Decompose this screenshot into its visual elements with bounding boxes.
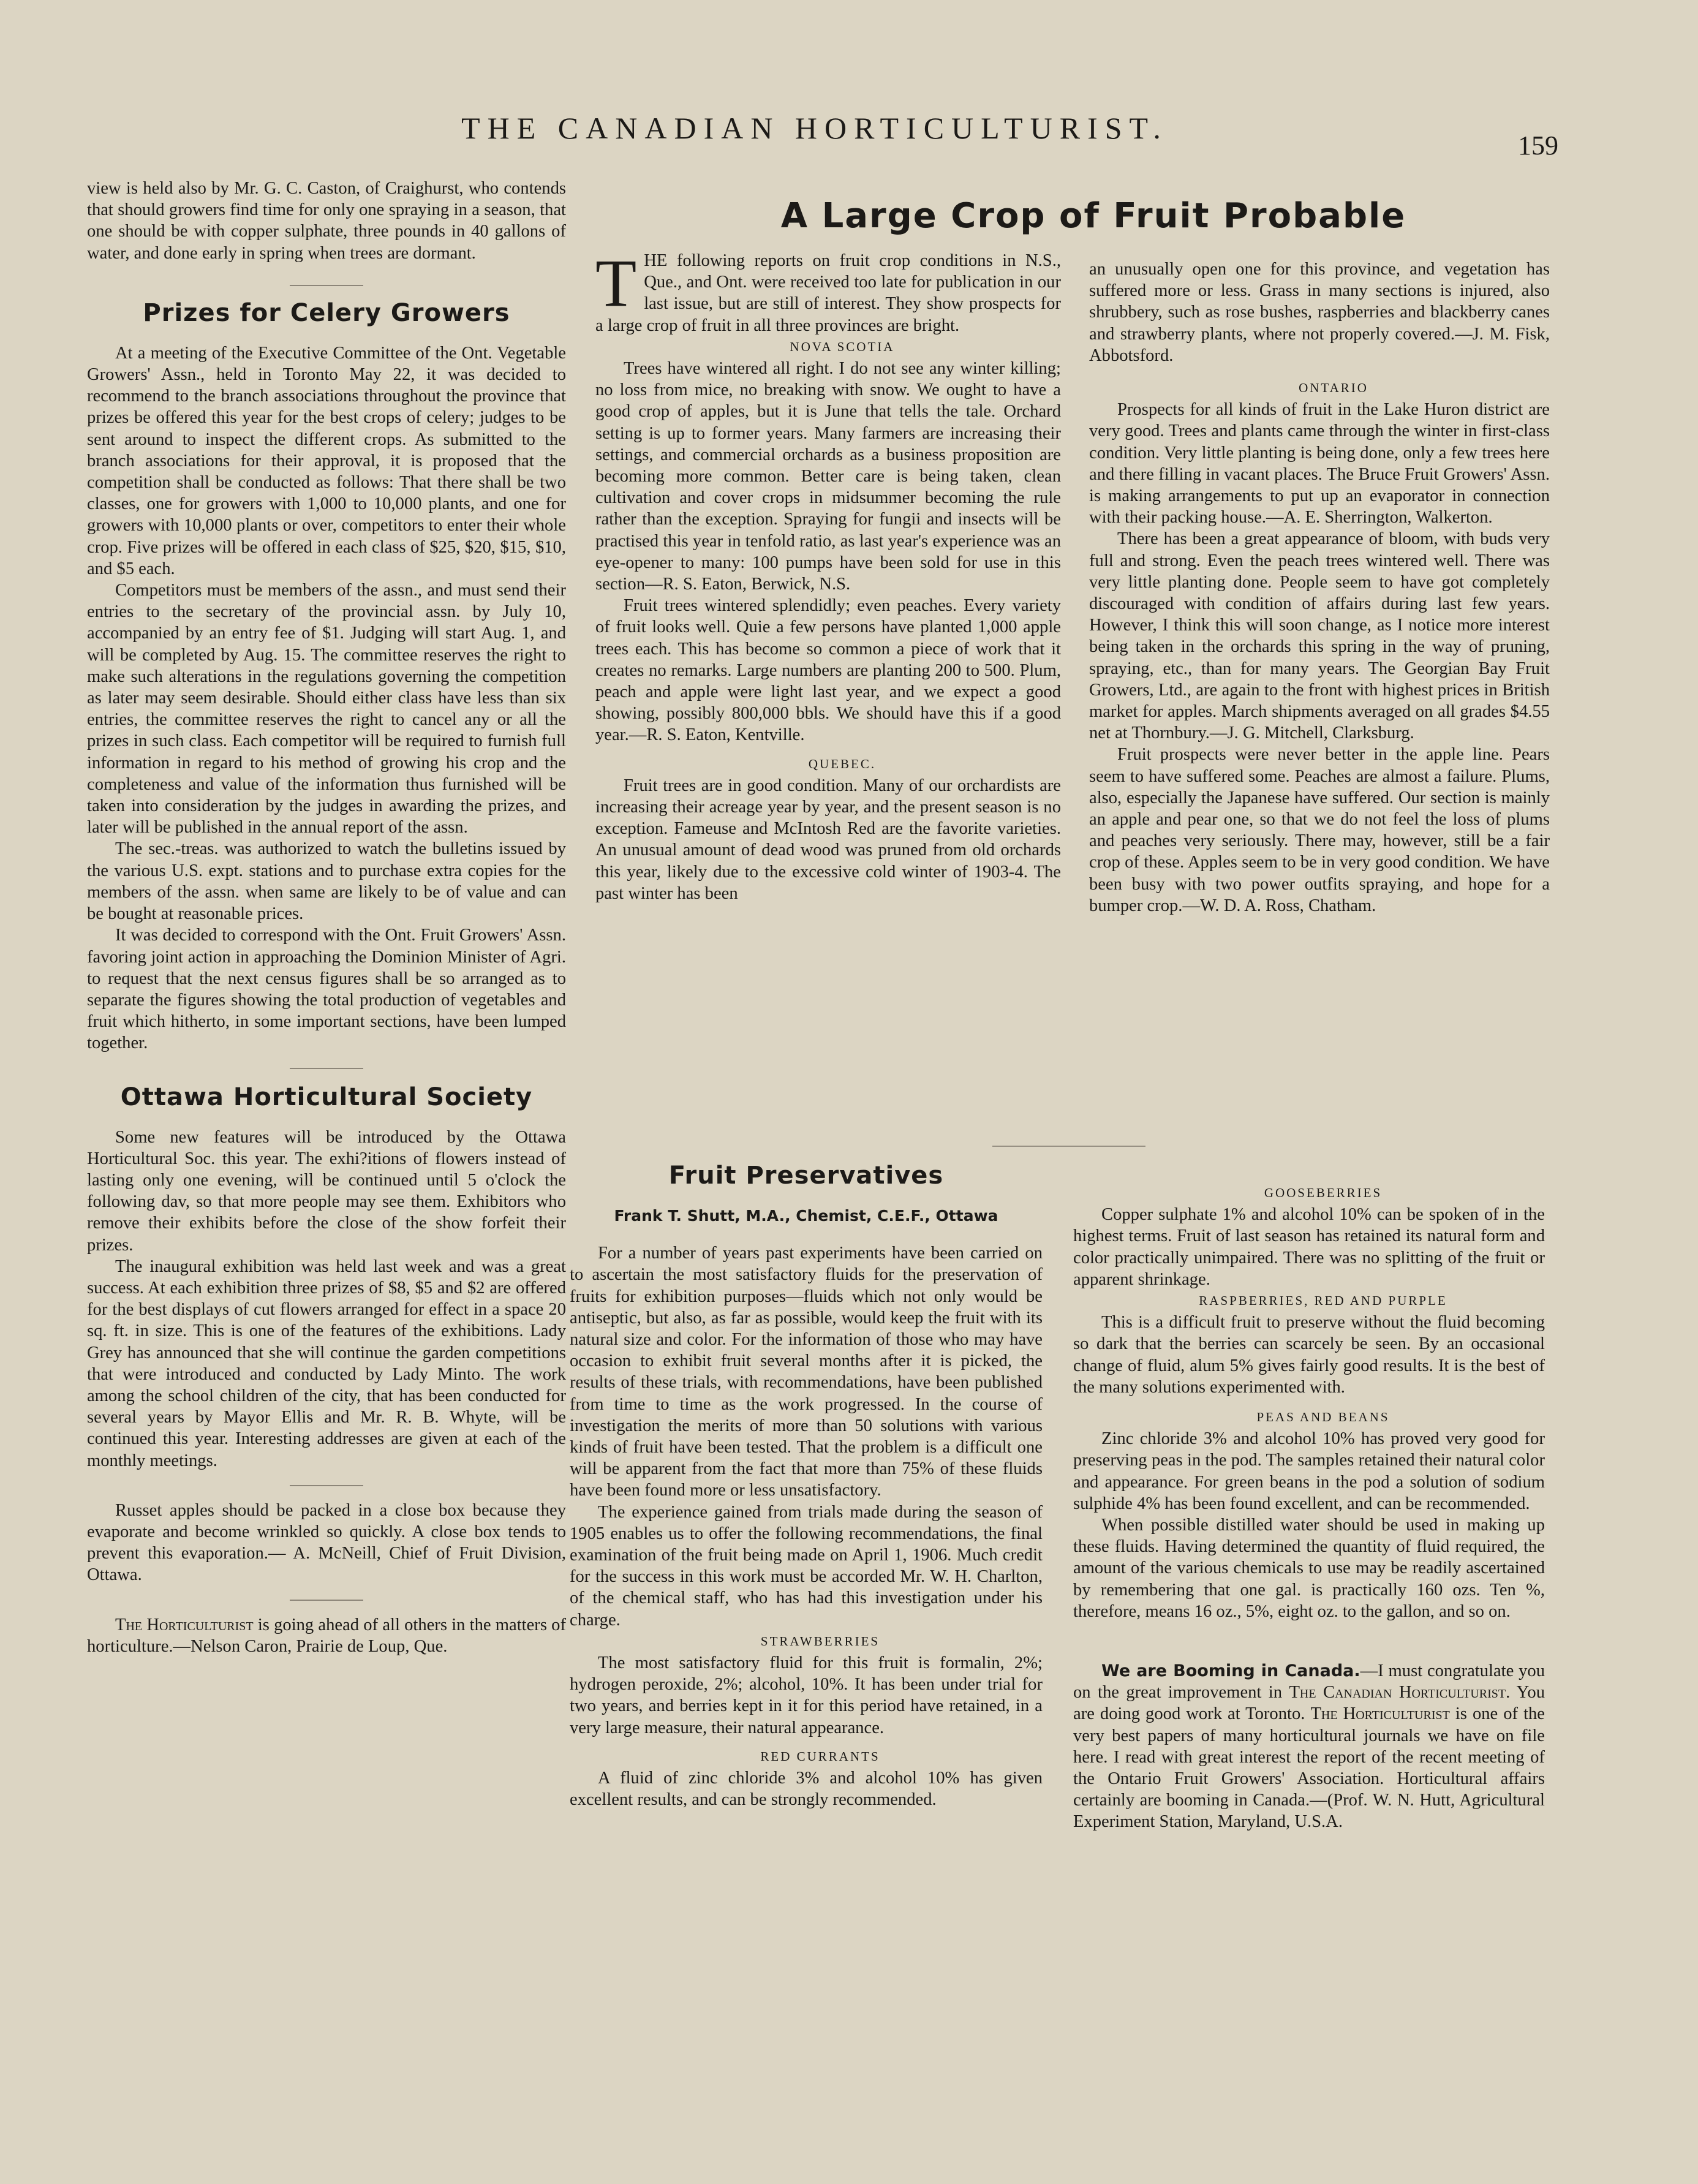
crop-article-title: A Large Crop of Fruit Probable xyxy=(780,196,1406,236)
section-label: STRAWBERRIES xyxy=(760,1633,880,1649)
peas-beans-text: Zinc chloride 3% and alcohol 10% has proved very good for preserving peas in the pod. The samples retained their natural color and appearance. For green beans in the pod a solution of sodium sulphide 4% has been found excellent, and can be recommended. xyxy=(1073,1429,1545,1513)
red-currants-text: A fluid of zinc chloride 3% and alcohol 10% has given excellent results, and can be strongly recommended. xyxy=(570,1769,1043,1810)
magazine-name: The Horticulturist xyxy=(1310,1704,1450,1724)
drop-cap: T xyxy=(595,246,637,320)
ns-report: Fruit trees wintered splendidly; even peaches. Every variety of fruit looks well. Quie a few persons have planted 1,000 apple trees each. This has become so common a piece of work that it creates no remarks. Large numbers are planting 200 to 500. Plum, peach and apple were light last year, and we expect a good showing, possibly 800,000 bbls. We should have this if a good year.—R. S. Eaton, Kentville. xyxy=(595,596,1061,745)
letter-text: . You are doing good work at Toronto. xyxy=(1073,1683,1545,1724)
letter-text: —I must congratulate you on the great improvement in xyxy=(1073,1661,1545,1702)
crop-intro xyxy=(595,246,1061,336)
ontario-report: There has been a great appearance of bloom, with buds very full and strong. Even the peach trees wintered well. There was very little planting done. People seem to have got completely discouraged with condition of affairs during last few years. However, I think this will soon change, as I notice more interest being taken in the orchards this spring in the way of pruning, spraying, etc., than for many years. The Georgian Bay Fruit Growers, Ltd., are again to the front with highest prices in British market for apples. March shipments averaged on all grades $4.55 net at Thornbury.—J. G. Mitchell, Clarksburg. xyxy=(1089,529,1550,743)
preservatives-heading: Fruit Preservatives xyxy=(668,1162,944,1190)
ns-report: Trees have wintered all right. I do not see any winter killing; no loss from mice, no breaking with snow. We ought to have a good crop of apples, but it is June that tells the tale. Orchard setting is up to former years. Many farmers are increasing their settings, and commercial orchards as a business proposition are becoming more common. Better care is being taken, clean cultivation and cover crops in midsummer becoming the rule rather than the exception. Spraying for fungii and insects will be practised this year in tenfold ratio, as last year's experience was an eye-opener to many: 100 pumps have been sold for use in this section—R. S. Eaton, Berwick, N.S. xyxy=(595,359,1061,594)
left-column xyxy=(87,178,566,1657)
byline: Frank T. Shutt, M.A., Chemist, C.E.F., Ottawa xyxy=(614,1207,998,1225)
crop-intro-text: HE following reports on fruit crop conditions in N.S., Que., and Ont. were received too late for publication in our last issue, but are still of interest. They show prospects for a large crop of fruit in all three provinces are bright. xyxy=(595,251,1061,335)
section-label: RED CURRANTS xyxy=(760,1748,880,1764)
crop-column-2 xyxy=(1089,259,1550,916)
preservatives-paragraph: For a number of years past experiments have been carried on to ascertain the most satisfactory fluids for the preservation of fruits for exhibition purposes—fluids which not only would be antiseptic, but also, as far as possible, would keep the fruit with its natural size and color. For the information of those who may have occasion to exhibit fruit several months after it is picked, the results of these trials, with recommendations, have been published from time to time as the work progressed. In the course of investigation the merits of more than 50 solutions with various kinds of fruit have been tested. That the problem is a difficult one will be apparent from the fact that more than 75% of these fluids have been found more or less unsatisfactory. xyxy=(570,1244,1043,1500)
page-number: 159 xyxy=(1518,130,1558,161)
section-label: PEAS AND BEANS xyxy=(1256,1410,1390,1425)
gooseberries-text: Copper sulphate 1% and alcohol 10% can be spoken of in the highest terms. Fruit of last season has retained its natural form and color practically unimpaired. There was no splitting of the fruit or apparent shrinkage. xyxy=(1073,1205,1545,1289)
caston-paragraph: view is held also by Mr. G. C. Caston, of Craighurst, who contends that should growers find time for only one spraying in a season, that one should be with copper sulphate, three pounds in 40 gallons of water, and done early in spring when trees are dormant. xyxy=(87,179,566,263)
celery-paragraph: Competitors must be members of the assn., and must send their entries to the secretary of the provincial assn. by July 10, accompanied by an entry fee of $1. Judging will start Aug. 1, and will be completed by Aug. 15. The committee reserves the right to make such alterations in the regulations governing the competition as later may seem desirable. Should either class have less than six entries, the committee reserves the right to cancel any or all the prizes in such class. Each competitor will be required to furnish full information in regard to his method of growing his crop and the completeness and value of the information thus furnished will be taken into consideration by the judges in awarding the prizes, and later will be published in the annual report of the assn. xyxy=(87,581,566,837)
nelson-note xyxy=(87,1614,566,1657)
strawberries-text: The most satisfactory fluid for this fruit is formalin, 2%; hydrogen peroxide, 2%; alcohol, 10%. It has been under trial for two years, and berries kept in it for this period have retained, in a very large measure, their natural appearance. xyxy=(570,1653,1043,1737)
nelson-text: is going ahead of all others in the matters of horticulture.—Nelson Caron, Prairie de Loup, Que. xyxy=(87,1615,566,1656)
booming-letter xyxy=(1073,1660,1545,1833)
magazine-name: The Horticulturist xyxy=(115,1615,254,1634)
magazine-name: The Canadian Horticulturist xyxy=(1289,1683,1506,1702)
section-label: GOOSEBERRIES xyxy=(1264,1185,1383,1200)
distilled-water-text: When possible distilled water should be used in making up these fluids. Having determined the quantity of fluid required, the amount of the various chemicals to use may be readily ascertained by remembering that one gal. is practically 160 ozs. Ten %, therefore, means 16 oz., 5%, eight oz. to the gallon, and so on. xyxy=(1073,1516,1545,1621)
section-label: ONTARIO xyxy=(1299,380,1368,396)
celery-paragraph: At a meeting of the Executive Committee of the Ont. Vegetable Growers' Assn., held in Toronto May 22, it was decided to recommend to the branch associations throughout the province that prizes be offered this year for the best crops of celery; judges to be sent around to inspect the different crops. As submitted to the branch associations for their approval, it is proposed that the competition shall be conducted as follows: That there shall be two classes, one for growers with 1,000 to 10,000 plants, and one for growers with 10,000 plants or over, competitors to enter their whole crop. Five prizes will be offered in each class of $25, $20, $15, $10, and $5 each. xyxy=(87,343,566,578)
celery-heading: Prizes for Celery Growers xyxy=(143,298,510,327)
ottawa-heading: Ottawa Horticultural Society xyxy=(120,1083,533,1111)
celery-paragraph: The sec.-treas. was authorized to watch the bulletins issued by the various U.S. expt. stations and to purchase extra copies for the members of the assn. when same are likely to be of value and can be bought at reasonable prices. xyxy=(87,839,566,924)
russet-note: Russet apples should be packed in a close box because they evaporate and become wrinkled so quickly. A close box tends to prevent this evaporation.— A. McNeill, Chief of Fruit Division, Ottawa. xyxy=(87,1500,566,1585)
raspberries-text: This is a difficult fruit to preserve without the fluid becoming so dark that the berries can scarcely be seen. By an occasional change of fluid, alum 5% gives fairly good results. It is the best of the many solutions experimented with. xyxy=(1073,1313,1545,1397)
preservatives-column-2 xyxy=(1073,1182,1545,1833)
ottawa-paragraph: The inaugural exhibition was held last week and was a great success. At each exhibition three prizes of $8, $5 and $2 are offered for the best displays of cut flowers arranged for effect in a space 20 sq. ft. in size. This is one of the features of the exhibitions. Lady Grey has announced that she will continue the garden competitions that were introduced and conducted by Lady Minto. The work among the school children of the city, that has been conducted for several years by Mayor Ellis and Mr. R. B. Whyte, will be continued this year. Interesting addresses are given at each of the monthly meetings. xyxy=(87,1256,566,1470)
quebec-report: Fruit trees are in good condition. Many of our orchardists are increasing their acreage year by year, and the present season is no exception. Fameuse and McIntosh Red are the favorite varieties. An unusual amount of dead wood was pruned from old orchards this year, likely due to the excessive cold winter of 1903-4. The past winter has been xyxy=(595,776,1061,903)
ontario-report: Fruit prospects were never better in the apple line. Pears seem to have suffered some. Peaches are almost a failure. Plums, also, especially the Japanese have suffered. Our section is mainly an apple and pear one, so that we do not feel the loss of plums and peaches very seriously. There may, however, still be a fair crop of these. Apples seem to be in very good condition. We have been busy with two power outfits spraying, and hope for a bumper crop.—W. D. A. Ross, Chatham. xyxy=(1089,745,1550,915)
divider xyxy=(992,1146,1145,1147)
letter-text: is one of the very best papers of many horticultural journals we have on file here. I read with great interest the report of the recent meeting of the Ontario Fruit Growers' Association. Horticultural affairs certainly are booming in Canada.—(Prof. W. N. Hutt, Agricultural Experiment Station, Maryland, U.S.A. xyxy=(1073,1704,1545,1832)
section-label: RASPBERRIES, RED AND PURPLE xyxy=(1199,1293,1447,1309)
crop-column-1 xyxy=(595,246,1061,904)
divider xyxy=(290,1485,363,1486)
section-label: NOVA SCOTIA xyxy=(790,339,895,354)
running-header: THE CANADIAN HORTICULTURIST. xyxy=(461,111,1168,145)
preservatives-column-1 xyxy=(570,1161,1043,1810)
divider xyxy=(290,1068,363,1069)
ottawa-paragraph: Some new features will be introduced by the Ottawa Horticultural Soc. this year. The exhi?itions of flowers instead of lasting only one evening, will be continued until 5 o'clock the following dav, so that more people may see them. Exhibitors who remove their exhibits before the close of the show forfeit their prizes. xyxy=(87,1127,566,1255)
ontario-report: Prospects for all kinds of fruit in the Lake Huron district are very good. Trees and plants came through the winter in first-class condition. Very little planting is being done, only a few trees here and there filling in vacant places. The Bruce Fruit Growers' Assn. is making arrangements to put up an evaporator in connection with their packing house.—A. E. Sherrington, Walkerton. xyxy=(1089,400,1550,527)
celery-paragraph: It was decided to correspond with the Ont. Fruit Growers' Assn. favoring joint action in approaching the Dominion Minister of Agri. to request that the next census figures shall be so arranged as to separate the figures showing the total production of vegetables and fruit which hitherto, in some important sections, have been lumped together. xyxy=(87,926,566,1053)
section-label: QUEBEC. xyxy=(808,756,877,771)
quebec-report-continued: an unusually open one for this province, and vegetation has suffered more or less. Grass in many sections is injured, also shrubbery, such as rose bushes, raspberries and blackberry canes and strawberry plants, where not properly covered.—J. M. Fisk, Abbotsford. xyxy=(1089,260,1550,365)
letter-lead: We are Booming in Canada. xyxy=(1101,1661,1360,1681)
preservatives-paragraph: The experience gained from trials made during the season of 1905 enables us to offer the following recommendations, the final examination of the fruit being made on April 1, 1906. Much credit for the success in this work must be accorded Mr. W. H. Charlton, of the chemical staff, who has had this investigation under his charge. xyxy=(570,1502,1043,1630)
divider xyxy=(290,1600,363,1601)
divider xyxy=(1272,1641,1346,1642)
divider xyxy=(290,285,363,286)
